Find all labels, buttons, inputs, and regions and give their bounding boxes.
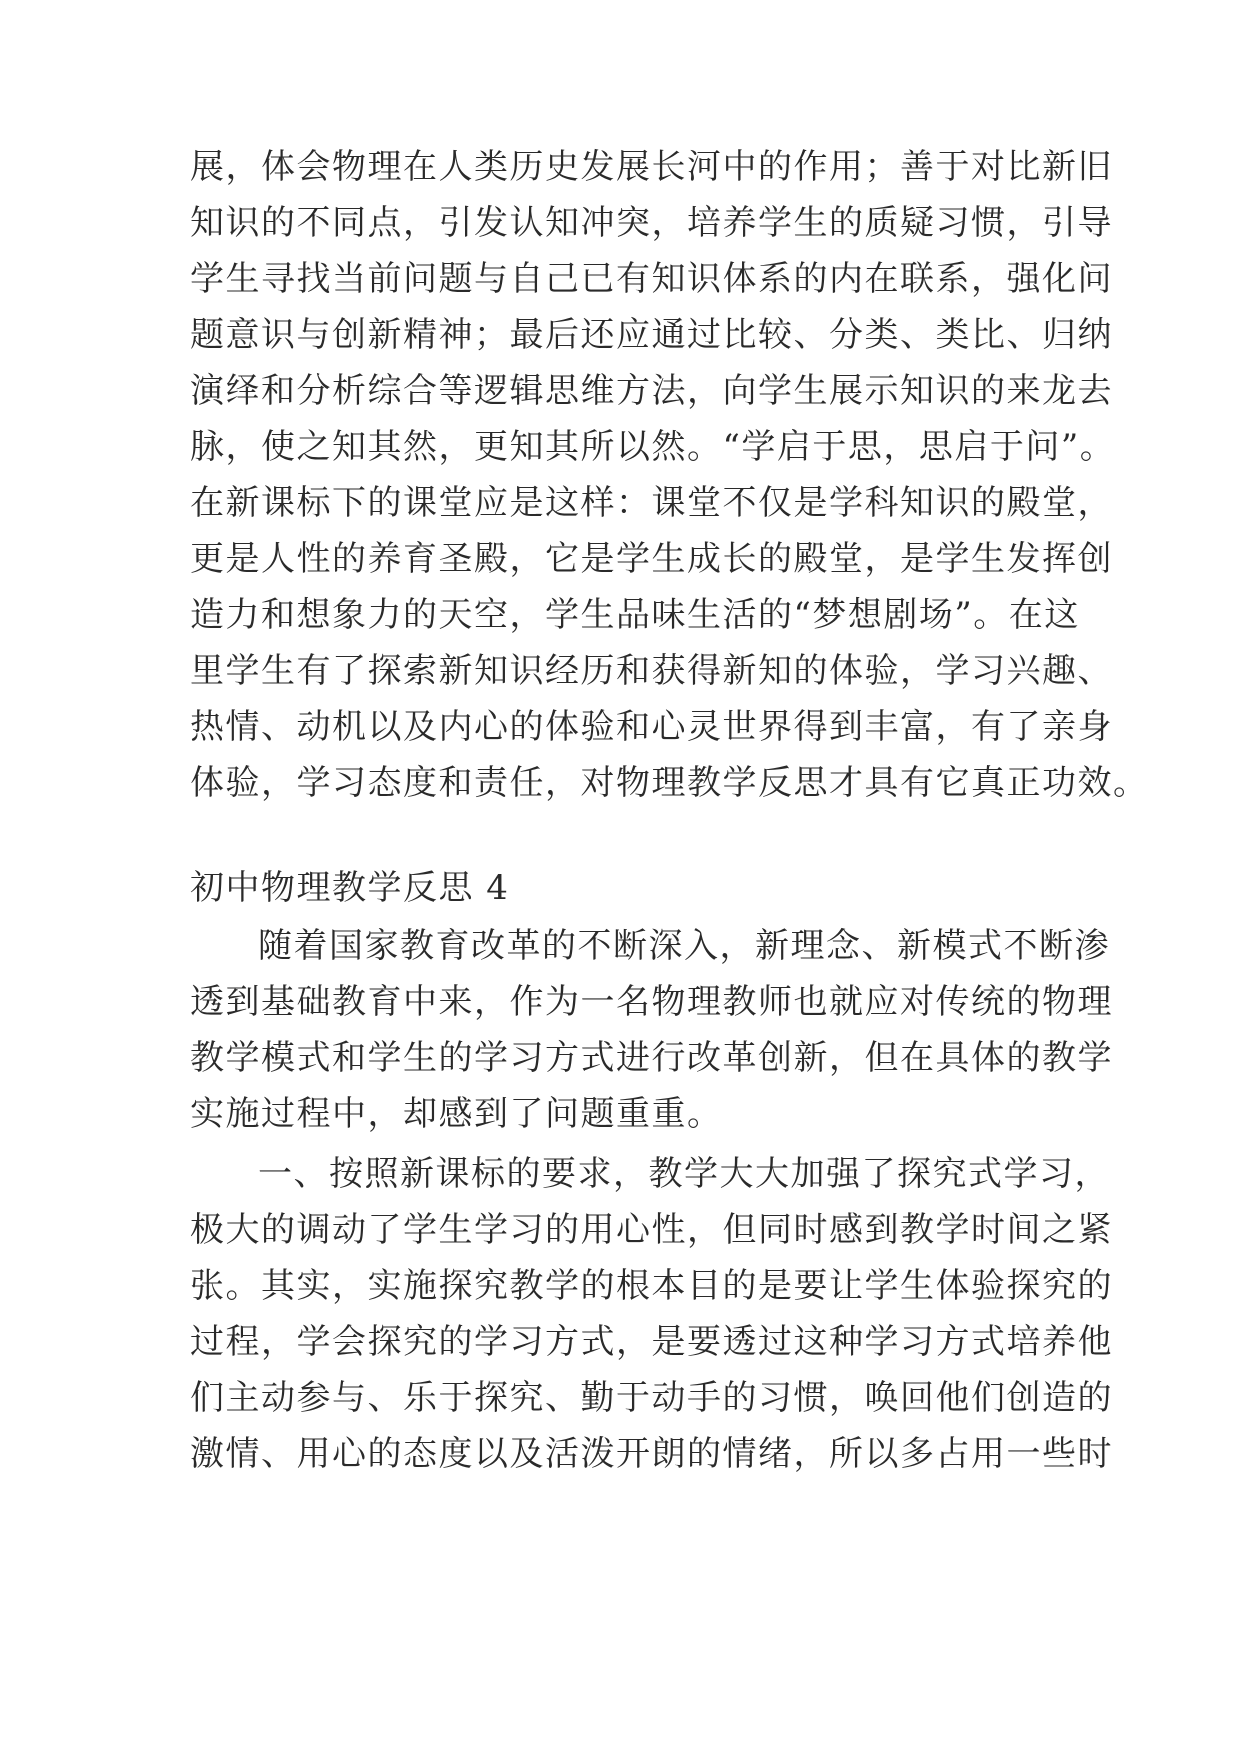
paragraph-line: 张。其实，实施探究教学的根本目的是要让学生体验探究的 [190,1266,1113,1306]
paragraph-line: 知识的不同点，引发认知冲突，培养学生的质疑习惯，引导 [190,203,1113,243]
paragraph-line: 一、按照新课标的要求，教学大大加强了探究式学习， [258,1154,1110,1194]
paragraph-line: 在新课标下的课堂应是这样：课堂不仅是学科知识的殿堂， [190,483,1113,523]
paragraph-line: 们主动参与、乐于探究、勤于动手的习惯，唤回他们创造的 [190,1378,1113,1418]
paragraph-line: 更是人性的养育圣殿，它是学生成长的殿堂，是学生发挥创 [190,539,1113,579]
paragraph-line: 演绎和分析综合等逻辑思维方法，向学生展示知识的来龙去 [190,371,1113,411]
paragraph-line: 激情、用心的态度以及活泼开朗的情绪，所以多占用一些时 [190,1434,1113,1474]
paragraph-line: 教学模式和学生的学习方式进行改革创新，但在具体的教学 [190,1038,1113,1078]
paragraph-line: 随着国家教育改革的不断深入，新理念、新模式不断渗 [258,926,1110,966]
paragraph-line: 里学生有了探索新知识经历和获得新知的体验，学习兴趣、 [190,651,1113,691]
paragraph-line: 透到基础教育中来，作为一名物理教师也就应对传统的物理 [190,982,1113,1022]
paragraph-line: 脉，使之知其然，更知其所以然。“学启于思，思启于问”。 [190,427,1116,467]
paragraph-line: 展，体会物理在人类历史发展长河中的作用；善于对比新旧 [190,147,1113,187]
paragraph-line: 造力和想象力的天空，学生品味生活的“梦想剧场”。在这 [190,595,1080,635]
paragraph-line: 热情、动机以及内心的体验和心灵世界得到丰富，有了亲身 [190,707,1113,747]
paragraph-line: 实施过程中，却感到了问题重重。 [190,1094,723,1134]
paragraph-line: 过程，学会探究的学习方式，是要透过这种学习方式培养他 [190,1322,1113,1362]
paragraph-line: 极大的调动了学生学习的用心性，但同时感到教学时间之紧 [190,1210,1113,1250]
section-heading: 初中物理教学反思 4 [190,868,510,908]
paragraph-line: 学生寻找当前问题与自己已有知识体系的内在联系，强化问 [190,259,1113,299]
paragraph-line: 体验，学习态度和责任，对物理教学反思才具有它真正功效。 [190,763,1149,803]
paragraph-line: 题意识与创新精神；最后还应通过比较、分类、类比、归纳 [190,315,1113,355]
